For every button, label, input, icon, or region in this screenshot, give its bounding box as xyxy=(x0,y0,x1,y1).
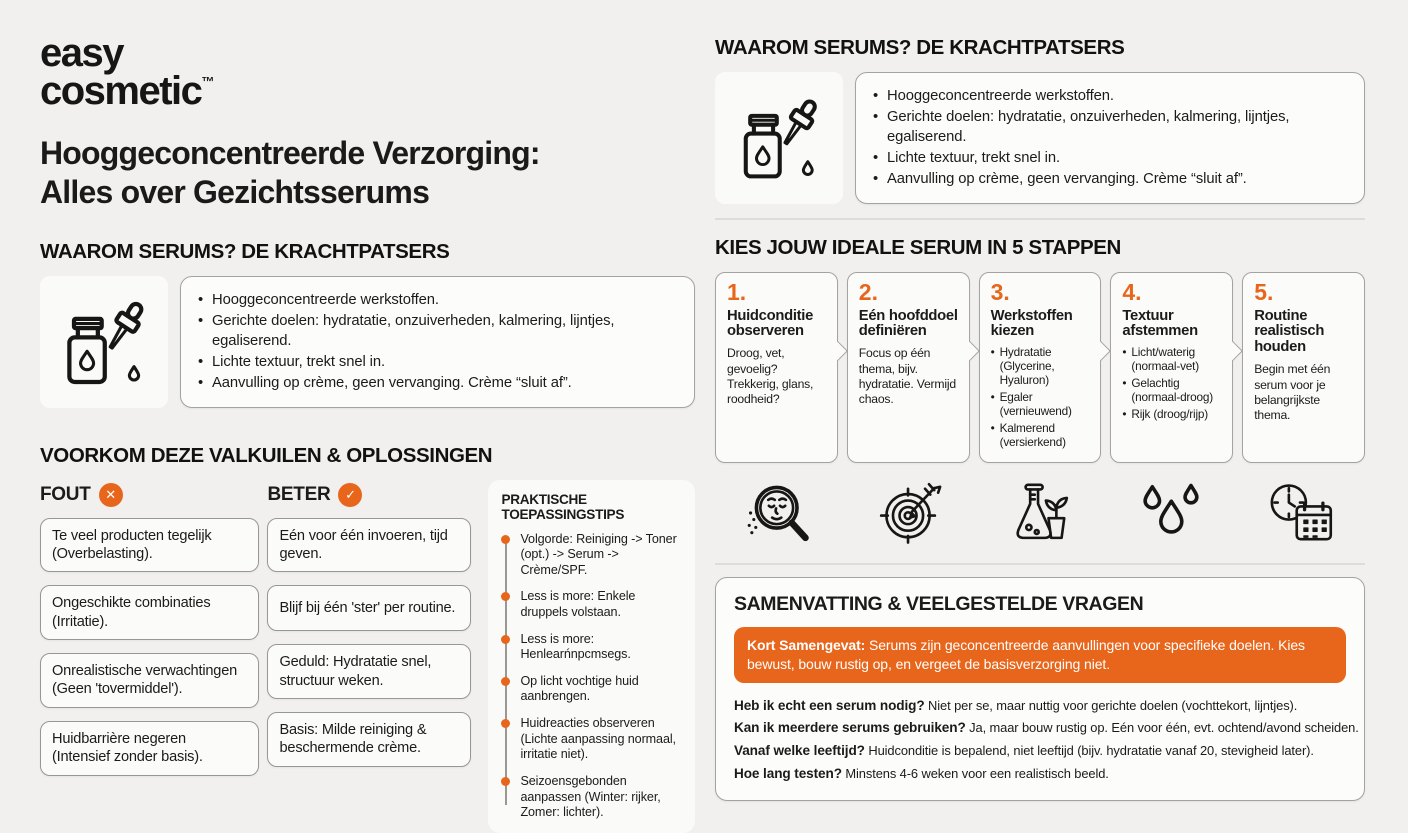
step-title: Routine realistisch houden xyxy=(1254,307,1325,356)
left-column xyxy=(40,0,695,833)
tips-panel xyxy=(488,480,695,833)
steps-heading: KIES JOUW IDEALE SERUM IN 5 STAPPEN xyxy=(715,235,1121,259)
divider xyxy=(715,563,1365,565)
step-bullets xyxy=(991,346,1092,449)
orange-dot-icon xyxy=(501,777,510,786)
summary-highlight-lead: Kort Samengevat: xyxy=(747,636,866,653)
better-card: Geduld: Hydratatie snel, structuur weken. xyxy=(267,644,471,699)
why-serums-bullets-right xyxy=(855,72,1365,204)
why-bullet: • Gerichte doelen: hydratatie, onzuiverheden, kalmering, lijntjes, egaliserend. xyxy=(197,311,678,352)
pitfalls-section xyxy=(40,480,695,833)
right-column xyxy=(715,0,1365,801)
why-serums-card-left xyxy=(40,276,695,408)
wrong-label: FOUT ✕ xyxy=(40,480,259,510)
face-magnifier-icon xyxy=(715,477,845,549)
page-title xyxy=(40,134,695,212)
serum-dropper-bottle-icon xyxy=(715,72,843,204)
step-title: Eén hoofddoel definiëren xyxy=(858,307,958,340)
tips-list xyxy=(501,532,685,821)
step-number: 3. xyxy=(990,278,1010,305)
summary-panel xyxy=(715,577,1365,801)
water-drops-icon xyxy=(1105,477,1235,549)
page-title-line2: Alles over Gezichtsserums xyxy=(40,174,430,211)
orange-dot-icon xyxy=(501,719,510,728)
why-bullet: • Lichte textuur, trekt snel in. xyxy=(197,352,678,373)
brand-logo-line2: cosmetic™ xyxy=(40,69,215,113)
target-dart-icon xyxy=(845,477,975,549)
why-bullet: • Aanvulling op crème, geen vervanging. Crème “sluit af”. xyxy=(872,169,1348,190)
clock-calendar-icon xyxy=(1235,477,1365,549)
summary-highlight-box xyxy=(734,627,1346,683)
step-card-2 xyxy=(847,272,970,463)
better-card: Blijf bij één 'ster' per routine. xyxy=(267,585,471,631)
why-bullet: • Gerichte doelen: hydratatie, onzuiverheden, kalmering, lijntjes, egaliserend. xyxy=(872,107,1348,148)
wrong-card: Ongeschikte combinaties (Irritatie). xyxy=(40,585,259,640)
pitfalls-better-column xyxy=(267,480,471,780)
why-serums-heading-right: WAAROM SERUMS? DE KRACHTPATSERS xyxy=(715,36,1125,59)
tips-heading: PRAKTISCHE TOEPASSINGSTIPS xyxy=(501,491,625,522)
wrong-card: Huidbarrière negeren (Intensief zonder basis). xyxy=(40,721,259,776)
step-body: Droog, vet, gevoelig? Trekkerig, glans, roodheid? xyxy=(727,346,814,406)
tip-item: Seizoensgebonden aanpassen (Winter: rijker, Zomer: lichter). xyxy=(501,774,685,821)
step-body: Focus op één thema, bijv. hydratatie. Vermijd chaos. xyxy=(858,346,956,406)
step-bullets xyxy=(1122,346,1223,422)
why-bullet: • Aanvulling op crème, geen vervanging. Crème “sluit af”. xyxy=(197,373,678,394)
step-bullet: • Rijk (droog/rijp) xyxy=(1122,408,1223,422)
step-card-3 xyxy=(979,272,1102,463)
better-label: BETER ✓ xyxy=(267,480,471,510)
orange-dot-icon xyxy=(501,535,510,544)
step-title: Werkstoffen kiezen xyxy=(990,307,1073,340)
tip-item: Op licht vochtige huid aanbrengen. xyxy=(501,674,685,705)
why-serums-bullets-left xyxy=(180,276,695,408)
step-card-1 xyxy=(715,272,838,463)
flask-plant-icon xyxy=(975,477,1105,549)
steps-row xyxy=(715,272,1365,463)
tip-item: Less is more: Enkele druppels volstaan. xyxy=(501,589,685,620)
wrong-card: Te veel producten tegelijk (Overbelasting). xyxy=(40,518,259,573)
wrong-card: Onrealistische verwachtingen (Geen 'tovermiddel'). xyxy=(40,653,259,708)
orange-dot-icon xyxy=(501,677,510,686)
better-card: Basis: Milde reiniging & beschermende crème. xyxy=(267,712,471,767)
page-title-line1: Hooggeconcentreerde Verzorging: xyxy=(40,135,540,171)
step-number: 1. xyxy=(727,278,747,305)
step-number: 5. xyxy=(1254,278,1274,305)
step-body: Begin met één serum voor je belangrijkste thema. xyxy=(1254,362,1331,422)
step-number: 2. xyxy=(858,278,878,305)
tip-item: Huidreacties observeren (Lichte aanpassing normaal, irritatie niet). xyxy=(501,716,685,763)
serum-dropper-bottle-icon xyxy=(40,276,168,408)
step-bullet: • Kalmerend (versierkend) xyxy=(991,422,1092,450)
step-bullet: • Gelachtig (normaal-droog) xyxy=(1122,377,1223,405)
better-card: Eén voor één invoeren, tijd geven. xyxy=(267,518,471,573)
pitfalls-heading: VOORKOM DEZE VALKUILEN & OPLOSSINGEN xyxy=(40,443,493,467)
tip-item: Volgorde: Reiniging -> Toner (opt.) -> Serum -> Crème/SPF. xyxy=(501,532,685,579)
orange-dot-icon xyxy=(501,592,510,601)
cross-circle-icon: ✕ xyxy=(99,483,123,507)
why-serums-heading-left: WAAROM SERUMS? DE KRACHTPATSERS xyxy=(40,240,450,264)
step-bullet: • Hydratatie (Glycerine, Hyaluron) xyxy=(991,346,1092,388)
step-bullet: • Licht/waterig (normaal-vet) xyxy=(1122,346,1223,374)
step-title: Textuur afstemmen xyxy=(1122,307,1198,340)
why-serums-card-right xyxy=(715,72,1365,204)
tip-item: Less is more: Henlearńnpcmsegs. xyxy=(501,632,685,663)
why-bullet: • Lichte textuur, trekt snel in. xyxy=(872,148,1348,169)
why-bullet: • Hooggeconcentreerde werkstoffen. xyxy=(197,290,678,311)
faq-item: Hoe lang testen? Minstens 4-6 weken voor een realistisch beeld. xyxy=(734,766,1109,782)
faq-item: Vanaf welke leeftijd? Huidconditie is bepalend, niet leeftijd (bijv. hydratatie vanaf 20, stevigheid later). xyxy=(734,743,1314,759)
step-title: Huidconditie observeren xyxy=(727,307,813,340)
trademark-symbol: ™ xyxy=(201,74,215,89)
summary-highlight-text: Serums zijn geconcentreerde aanvullingen voor specifieke doelen. Kies bewust, bouw rustig op, en vergeet de basisverzorging niet. xyxy=(747,636,1305,672)
brand-logo-line1: easy xyxy=(40,31,123,75)
orange-dot-icon xyxy=(501,635,510,644)
why-bullet: • Hooggeconcentreerde werkstoffen. xyxy=(872,86,1348,107)
step-number: 4. xyxy=(1122,278,1142,305)
faq-item: Heb ik echt een serum nodig? Niet per se, maar nuttig voor gerichte doelen (vochttekort, lijntjes). xyxy=(734,697,1298,713)
divider xyxy=(715,218,1365,220)
pitfalls-wrong-column xyxy=(40,480,259,789)
step-card-5 xyxy=(1242,272,1365,463)
step-card-4 xyxy=(1110,272,1233,463)
brand-logo xyxy=(40,31,695,113)
check-circle-icon: ✓ xyxy=(338,483,362,507)
summary-heading: SAMENVATTING & VEELGESTELDE VRAGEN xyxy=(734,592,1144,615)
step-icons-row xyxy=(715,477,1365,549)
faq-list xyxy=(734,695,1359,786)
faq-item: Kan ik meerdere serums gebruiken? Ja, maar bouw rustig op. Eén voor één, evt. ochtend/avond scheiden. xyxy=(734,720,1359,736)
step-bullet: • Egaler (vernieuwend) xyxy=(991,391,1092,419)
